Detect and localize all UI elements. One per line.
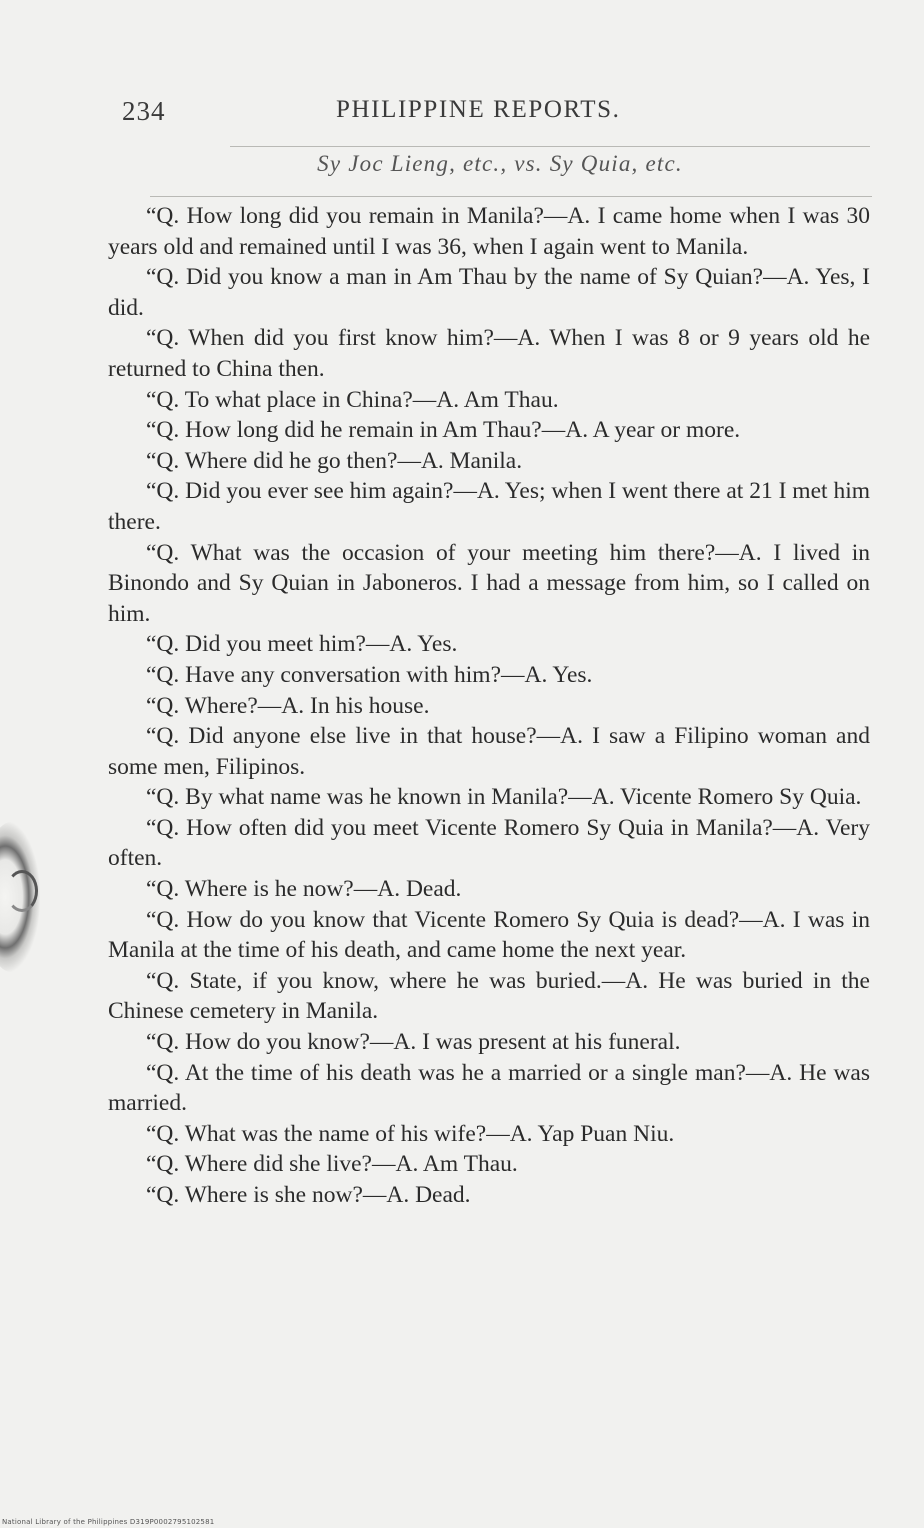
paragraph: “Q. At the time of his death was he a married or a single man?—A. He was married.	[108, 1059, 870, 1117]
page-number: 234	[122, 96, 166, 126]
header-rule-bottom	[150, 196, 872, 197]
scan-credit: National Library of the Philippines D319P0002795102581	[2, 1518, 215, 1526]
case-title: Sy Joc Lieng, etc., vs. Sy Quia, etc.	[317, 151, 683, 176]
paragraph: “Q. What was the occasion of your meeting him there?—A. I lived in Binondo and Sy Quian in Jaboneros. I had a message from him, so I called on him.	[108, 539, 870, 627]
paragraph: “Q. When did you first know him?—A. When I was 8 or 9 years old he returned to China then.	[108, 325, 870, 382]
paragraph: “Q. Have any conversation with him?—A. Yes.	[146, 661, 593, 688]
running-title: PHILIPPINE REPORTS.	[336, 96, 621, 123]
paragraph: “Q. By what name was he known in Manila?—A. Vicente Romero Sy Quia.	[146, 784, 862, 811]
paragraph: “Q. How often did you meet Vicente Romero Sy Quia in Manila?—A. Very often.	[108, 814, 870, 872]
paragraph: “Q. How long did he remain in Am Thau?—A. A year or more.	[146, 417, 741, 444]
paragraph: “Q. Where did he go then?—A. Manila.	[146, 447, 523, 474]
paragraph: “Q. Where is she now?—A. Dead.	[146, 1182, 471, 1208]
paragraph: “Q. How do you know that Vicente Romero Sy Quia is dead?—A. I was in Manila at the time of his death, and came home the next year.	[108, 906, 870, 964]
header-rule-top	[230, 146, 870, 147]
paragraph: “Q. Did anyone else live in that house?—A. I saw a Filipino woman and some men, Filipinos.	[108, 723, 870, 780]
paragraph: “Q. Did you know a man in Am Thau by the name of Sy Quian?—A. Yes, I did.	[108, 264, 870, 321]
paragraph: “Q. Where?—A. In his house.	[146, 692, 430, 719]
paragraph: “Q. Where did she live?—A. Am Thau.	[146, 1151, 518, 1178]
paragraph: “Q. Did you meet him?—A. Yes.	[146, 631, 458, 658]
paragraph: “Q. What was the name of his wife?—A. Yap Puan Niu.	[146, 1120, 675, 1147]
paragraph: “Q. Did you ever see him again?—A. Yes; when I went there at 21 I met him there.	[108, 478, 870, 535]
paragraph: “Q. Where is he now?—A. Dead.	[146, 876, 462, 903]
paragraph: “Q. How long did you remain in Manila?—A. I came home when I was 30 years old and remained until I was 36, when I again went to Manila.	[108, 203, 870, 260]
page-header	[122, 96, 872, 136]
testimony-body	[108, 201, 870, 1211]
page-stain-ring	[6, 870, 38, 912]
paragraph: “Q. To what place in China?—A. Am Thau.	[146, 386, 559, 413]
paragraph: “Q. How do you know?—A. I was present at his funeral.	[146, 1029, 681, 1056]
paragraph: “Q. State, if you know, where he was buried.—A. He was buried in the Chinese cemetery in Manila.	[108, 967, 870, 1025]
